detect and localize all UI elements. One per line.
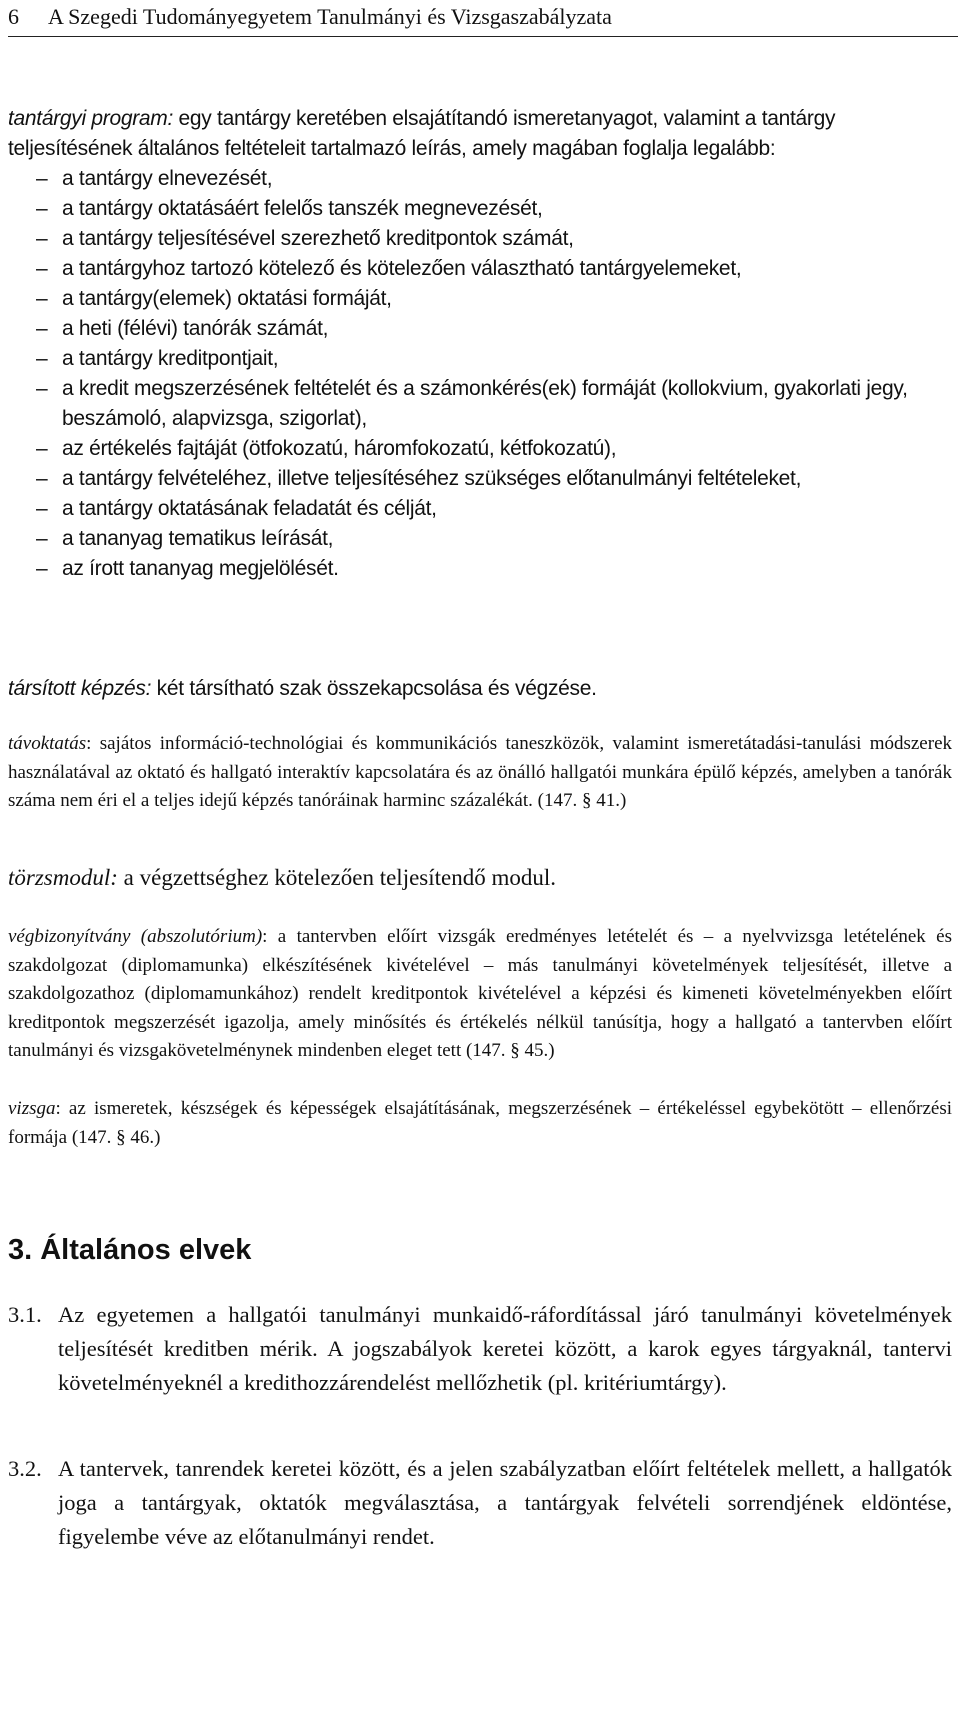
numbered-point (8, 1452, 952, 1554)
definition-text: : sajátos információ-technológiai és kommunikációs taneszközök, valamint ismeretátadási-tanulási módszerek használatával az oktató és hallgató interaktív kapcsolatára és az önálló hallgatói munkára épülő képzés, amelyben a tanórák száma nem éri el a teljes idejű képzés tanóráinak harminc százalékát. (147. § 41.) (8, 733, 952, 811)
point-number: 3.1. (8, 1302, 42, 1327)
definition-term: törzsmodul: (8, 865, 118, 890)
point-text: A tantervek, tanrendek keretei között, és a jelen szabályzatban előírt feltételek mellett, a hallgatók joga a tantárgyak, oktatók megválasztása, a tantárgyak felvételi sorrendjének eldöntése, figyelembe véve az előtanulmányi rendet. (58, 1456, 952, 1549)
list-item: – a tantárgy(elemek) oktatási formáját, (8, 284, 952, 314)
list-item: – a tantárgy kreditpontjait, (8, 344, 952, 374)
list-item: – a kredit megszerzésének feltételét és a számonkérés(ek) formáját (kollokvium, gyakorlati jegy, beszámoló, alapvizsga, szigorlat), (8, 374, 952, 434)
list-item: – az írott tananyag megjelölését. (8, 554, 952, 584)
list-item: – a tantárgy teljesítésével szerezhető kreditpontok számát, (8, 224, 952, 254)
definition-text: : a tantervben előírt vizsgák eredményes letételét és – a nyelvvizsga letételének és szakdolgozat (diplomamunka) elkészítésének kivételével – más tanulmányi követelmények teljesítését, illetve a szakdolgozathoz (diplomamunkához) rendelt kreditpontok kivételével a képzési és kimeneti követelményekben előírt kreditpontok megszerzését igazolja, amely minősítés és értékelés nélkül tanúsítja, hogy a hallgató a tantervben előírt tanulmányi és vizsgakövetelménynek mindenben eleget tett (147. § 45.) (8, 926, 952, 1061)
definition-tarsitott-kepzes (8, 674, 952, 704)
definition-vegbizonyitvany (8, 923, 952, 1066)
definition-term: vizsga (8, 1098, 56, 1119)
list-item: – az értékelés fajtáját (ötfokozatú, háromfokozatú, kétfokozatú), (8, 434, 952, 464)
definition-term: végbizonyítvány (abszolutórium) (8, 926, 263, 947)
definition-text: a végzettséghez kötelezően teljesítendő modul. (117, 865, 557, 890)
list-item: – a tantárgy oktatásának feladatát és célját, (8, 494, 952, 524)
definition-tantargyi-program (8, 104, 952, 584)
list-item: – a tananyag tematikus leírását, (8, 524, 952, 554)
definition-vizsga (8, 1095, 952, 1152)
definition-intro (8, 104, 952, 164)
definition-text: két társítható szak összekapcsolása és végzése. (151, 677, 597, 700)
definition-torzsmodul (8, 863, 952, 893)
list-item: – a tantárgy oktatásáért felelős tanszék megnevezését, (8, 194, 952, 224)
section-heading: 3. Általános elvek (8, 1234, 252, 1266)
point-number: 3.2. (8, 1456, 42, 1481)
requirements-list (8, 164, 952, 584)
definition-text: : az ismeretek, készségek és képességek elsajátításának, megszerzésének – értékeléssel egybekötött – ellenőrzési formája (147. § 46.) (8, 1098, 952, 1148)
definition-term: társított képzés: (8, 677, 152, 700)
list-item: – a tantárgy felvételéhez, illetve teljesítéséhez szükséges előtanulmányi feltételeket, (8, 464, 952, 494)
numbered-point (8, 1298, 952, 1400)
list-item: – a tantárgy elnevezését, (8, 164, 952, 194)
definition-term: tantárgyi program: (8, 107, 174, 130)
page-number: 6 (8, 4, 19, 29)
list-item: – a heti (félévi) tanórák számát, (8, 314, 952, 344)
definition-text: egy tantárgy keretében elsajátítandó ismeretanyagot, valamint a tantárgy teljesítésének általános feltételeit tartalmazó leírás, amely magában foglalja legalább: (8, 107, 836, 160)
definition-tavoktatas (8, 730, 952, 816)
page-header (8, 4, 958, 37)
running-title: A Szegedi Tudományegyetem Tanulmányi és Vizsgaszabályzata (48, 4, 612, 29)
point-text: Az egyetemen a hallgatói tanulmányi munkaidő-ráfordítással járó tanulmányi követelmények teljesítését kreditben mérik. A jogszabályok keretei között, a karok egyes tárgyaknál, tantervi követelményeknél a kredithozzárendelést mellőzhetik (pl. kritériumtárgy). (58, 1302, 952, 1395)
definition-term: távoktatás (8, 733, 87, 754)
list-item: – a tantárgyhoz tartozó kötelező és kötelezően választható tantárgyelemeket, (8, 254, 952, 284)
